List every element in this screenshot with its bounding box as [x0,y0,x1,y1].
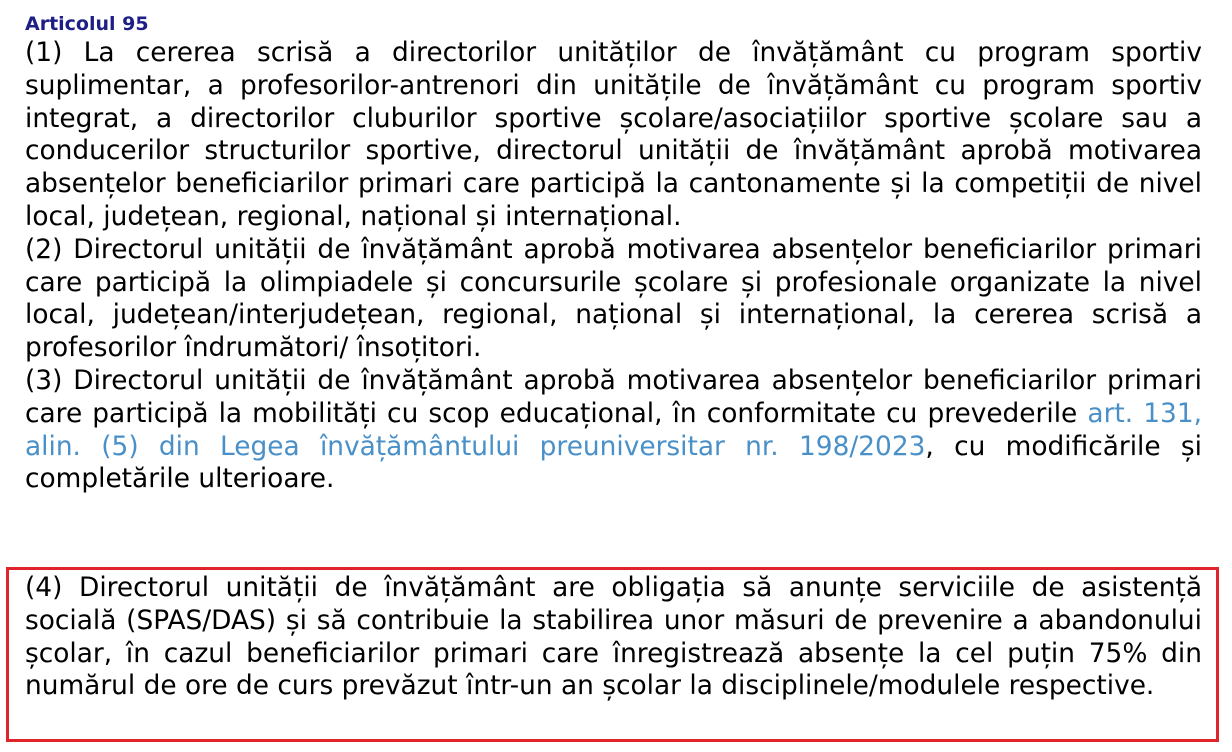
paragraph-2: (2) Directorul unității de învățământ aprobă motivarea absențelor beneficiarilor primari care participă la olimpiadele și concursurile școlare și profesionale organizate la nivel local, județean/interjudețean, regional, național și internațional, la cererea scrisă a profesorilor îndrumători/ însoțitori. [25,233,1202,364]
article-title: Articolul 95 [25,13,149,35]
paragraph-1: (1) La cererea scrisă a directorilor unităților de învățământ cu program sportiv suplimentar, a profesorilor-antrenori din unitățile de învățământ cu program sportiv integrat, a directorilor cluburilor sportive școlare/asociațiilor sportive școlare sau a conducerilor structurilor sportive, directorul unității de învățământ aprobă motivarea absențelor beneficiarilor primari care participă la cantonamente și la competiții de nivel local, județean, regional, național și internațional. [25,37,1202,232]
paragraph-3-text-before: (3) Directorul unității de învățământ aprobă motivarea absențelor beneficiarilor primari care participă la mobilități cu scop educațional, în conformitate cu prevederile [25,364,1202,429]
law-reference-link[interactable]: art. 131, alin. (5) din Legea învățământului preuniversitar nr. 198/2023 [25,397,1202,462]
paragraph-3-text-after: , cu modificările și completările ulterioare. [25,430,1202,495]
article-container [25,12,1202,496]
paragraph-4: (4) Directorul unității de învățământ are obligația să anunțe serviciile de asistență socială (SPAS/DAS) și să contribuie la stabilirea unor măsuri de prevenire a abandonului școlar, în cazul beneficiarilor primari care înregistrează absențe la cel puțin 75% din numărul de ore de curs prevăzut într-un an școlar la disciplinele/modulele respective. [25,572,1202,702]
paragraph-3 [25,365,1202,496]
